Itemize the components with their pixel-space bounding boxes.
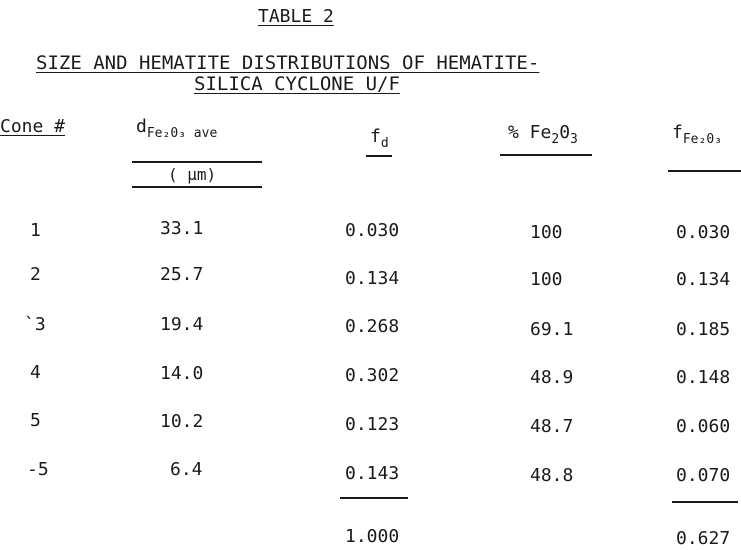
header-fd-rule bbox=[366, 155, 392, 157]
row-4-cone: 4 bbox=[30, 362, 41, 383]
header-fd-sub: d bbox=[380, 136, 389, 151]
row-4-f: 0.148 bbox=[676, 367, 731, 388]
row-3-f: 0.185 bbox=[676, 319, 731, 340]
fd-total-rule bbox=[340, 497, 408, 499]
row-6-fd: 0.143 bbox=[345, 463, 400, 484]
row-1-fd: 0.030 bbox=[345, 220, 400, 241]
header-d-units: ( µm) bbox=[168, 165, 217, 184]
row-3-d: 19.4 bbox=[160, 314, 204, 335]
header-fd-main: f bbox=[370, 126, 381, 147]
total-fd: 1.000 bbox=[345, 526, 400, 547]
header-pct-sub1: 2 bbox=[551, 132, 560, 147]
table-caption-line-1: SIZE AND HEMATITE DISTRIBUTIONS OF HEMATITE- bbox=[36, 52, 540, 74]
row-3-cone: `3 bbox=[24, 314, 46, 335]
header-f-fe2o3 bbox=[672, 122, 722, 147]
row-1-pct: 100 bbox=[530, 222, 563, 243]
header-d-main: d bbox=[136, 116, 147, 137]
header-f-rule bbox=[668, 170, 741, 172]
header-pct-sub2: 3 bbox=[570, 132, 578, 147]
row-6-pct: 48.8 bbox=[530, 465, 574, 486]
row-4-pct: 48.9 bbox=[530, 367, 574, 388]
row-4-fd: 0.302 bbox=[345, 365, 400, 386]
header-f-main: f bbox=[672, 122, 683, 143]
row-3-pct: 69.1 bbox=[530, 319, 574, 340]
table-caption-line-2: SILICA CYCLONE U/F bbox=[194, 73, 400, 95]
row-5-d: 10.2 bbox=[160, 411, 204, 432]
header-pct-main: % Fe bbox=[508, 122, 552, 143]
header-fd bbox=[370, 126, 389, 151]
f-total-rule bbox=[672, 501, 738, 503]
row-5-cone: 5 bbox=[30, 410, 41, 431]
header-d-rule bbox=[132, 161, 262, 163]
row-5-fd: 0.123 bbox=[345, 414, 400, 435]
header-d-sub: Fe₂0₃ ave bbox=[146, 126, 218, 141]
row-5-f: 0.060 bbox=[676, 416, 731, 437]
header-d-ave bbox=[136, 116, 218, 141]
header-f-sub: Fe₂0₃ bbox=[682, 132, 722, 147]
row-2-pct: 100 bbox=[530, 269, 563, 290]
row-1-d: 33.1 bbox=[160, 218, 204, 239]
row-3-fd: 0.268 bbox=[345, 316, 400, 337]
total-f: 0.627 bbox=[676, 528, 731, 549]
table-title: TABLE 2 bbox=[258, 6, 334, 27]
row-6-f: 0.070 bbox=[676, 465, 731, 486]
header-pct-mid: 0 bbox=[559, 122, 571, 143]
row-2-f: 0.134 bbox=[676, 269, 731, 290]
row-6-cone: -5 bbox=[27, 459, 49, 480]
header-pct-rule bbox=[500, 154, 592, 156]
row-2-cone: 2 bbox=[30, 264, 41, 285]
row-1-cone: 1 bbox=[30, 220, 41, 241]
header-d-units-rule bbox=[132, 186, 262, 188]
row-4-d: 14.0 bbox=[160, 363, 204, 384]
row-6-d: 6.4 bbox=[170, 459, 203, 480]
row-2-fd: 0.134 bbox=[345, 268, 400, 289]
row-5-pct: 48.7 bbox=[530, 416, 574, 437]
row-2-d: 25.7 bbox=[160, 264, 204, 285]
header-cone: Cone # bbox=[0, 116, 66, 137]
header-pct-fe2o3 bbox=[508, 122, 578, 147]
row-1-f: 0.030 bbox=[676, 222, 731, 243]
